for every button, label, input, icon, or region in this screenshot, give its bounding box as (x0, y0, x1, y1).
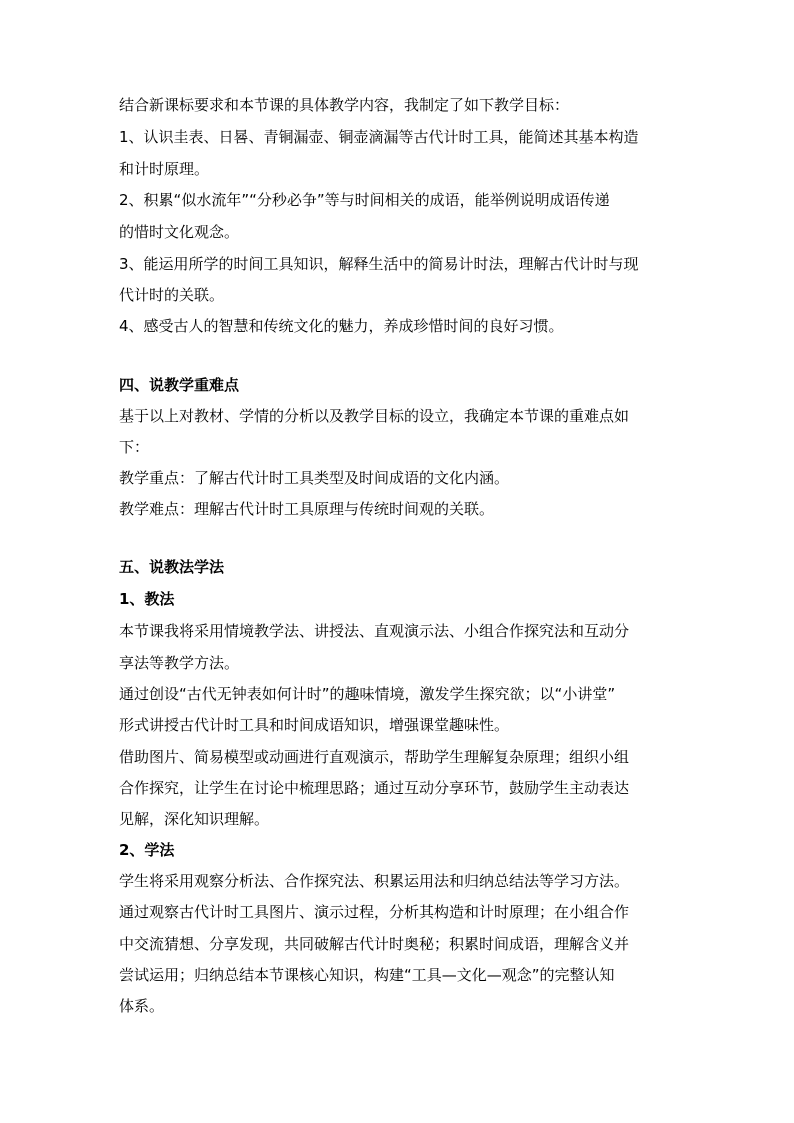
teaching-key-point: 教学重点：了解古代计时工具类型及时间成语的文化内涵。 (119, 469, 510, 487)
teaching-method-line-1: 本节课我将采用情境教学法、讲授法、直观演示法、小组合作探究法和互动分 (119, 622, 630, 640)
learning-method-heading: 2、学法 (119, 841, 175, 859)
learning-method-line-5: 体系。 (119, 997, 165, 1015)
teaching-method-line-7: 见解，深化知识理解。 (119, 810, 270, 828)
teaching-method-line-2: 享法等教学方法。 (119, 654, 240, 672)
objective-4-line-1: 4、感受古人的智慧和传统文化的魅力，养成珍惜时间的良好习惯。 (119, 317, 564, 335)
learning-method-line-1: 学生将采用观察分析法、合作探究法、积累运用法和归纳总结法等学习方法。 (119, 872, 630, 890)
teaching-method-line-4: 形式讲授古代计时工具和时间成语知识，增强课堂趣味性。 (119, 716, 510, 734)
section-4-paragraph-line-1: 基于以上对教材、学情的分析以及教学目标的设立，我确定本节课的重难点如 (119, 407, 630, 425)
learning-method-line-2: 通过观察古代计时工具图片、演示过程，分析其构造和计时原理；在小组合作 (119, 903, 630, 921)
section-4-paragraph-line-2: 下： (119, 438, 150, 456)
learning-method-line-3: 中交流猜想、分享发现，共同破解古代计时奥秘；积累时间成语，理解含义并 (119, 935, 630, 953)
section-4-heading: 四、说教学重难点 (119, 376, 240, 394)
objective-3-line-1: 3、能运用所学的时间工具知识，解释生活中的简易计时法，理解古代计时与现 (119, 255, 639, 273)
objective-1-line-2: 和计时原理。 (119, 160, 210, 178)
objective-2-line-2: 的惜时文化观念。 (119, 223, 240, 241)
objective-1-line-1: 1、认识圭表、日晷、青铜漏壶、铜壶滴漏等古代计时工具，能简述其基本构造 (119, 128, 639, 146)
teaching-method-line-5: 借助图片、简易模型或动画进行直观演示，帮助学生理解复杂原理；组织小组 (119, 748, 630, 766)
objective-2-line-1: 2、积累“似水流年”“分秒必争”等与时间相关的成语，能举例说明成语传递 (119, 191, 610, 209)
teaching-difficult-point: 教学难点：理解古代计时工具原理与传统时间观的关联。 (119, 500, 495, 518)
section-5-heading: 五、说教法学法 (119, 558, 225, 576)
teaching-method-line-6: 合作探究，让学生在讨论中梳理思路；通过互动分享环节，鼓励学生主动表达 (119, 779, 630, 797)
teaching-method-heading: 1、教法 (119, 590, 175, 608)
learning-method-line-4: 尝试运用；归纳总结本节课核心知识，构建“工具—文化—观念”的完整认知 (119, 966, 615, 984)
teaching-method-line-3: 通过创设“古代无钟表如何计时”的趣味情境，激发学生探究欲；以“小讲堂” (119, 685, 616, 703)
objective-3-line-2: 代计时的关联。 (119, 286, 225, 304)
intro-line: 结合新课标要求和本节课的具体教学内容，我制定了如下教学目标： (119, 96, 570, 114)
